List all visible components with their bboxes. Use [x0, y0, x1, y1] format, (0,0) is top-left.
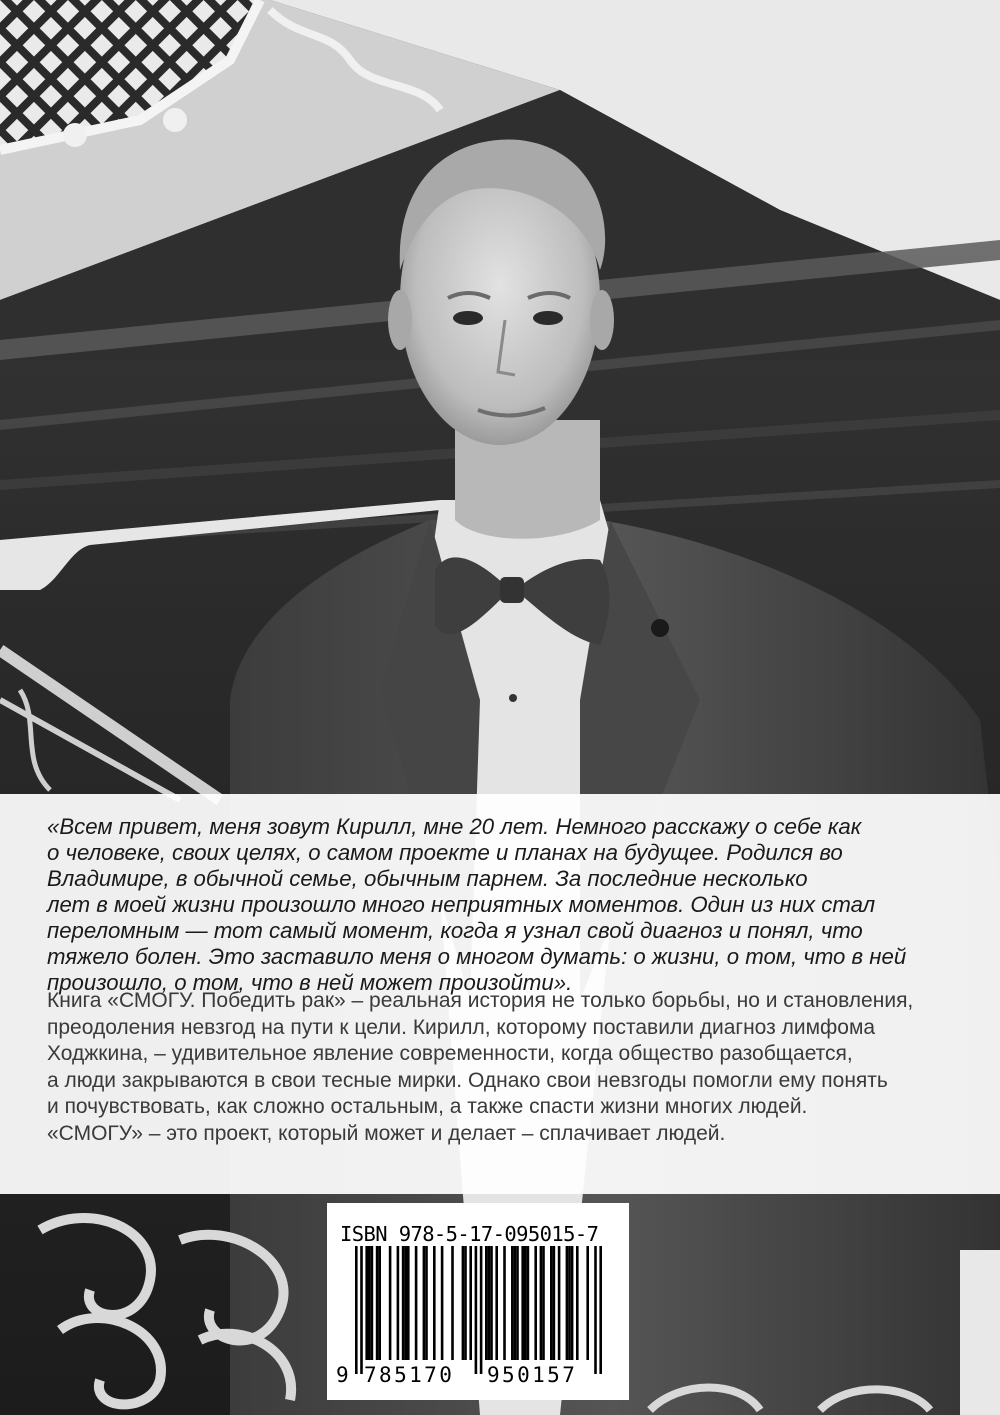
barcode-bar [540, 1246, 543, 1360]
barcode-bar [368, 1246, 371, 1360]
barcode-bar [553, 1246, 556, 1360]
barcode-bar [550, 1246, 553, 1360]
book-description: Книга «СМОГУ. Победить рак» – реальная история не только борьбы, но и становления, преодоления невзгод на пути к цели. Кирилл, которому поставили диагноз лимфома Ходжкина, – удивительное явление современности, когда общество разобщается, а люди закрываются в свои тесные мирки. Однако свои невзгоды помогли ему понять и почувствовать, как сложно остальным, а также спасти жизни многих людей. «СМОГУ» – это проект, который может и делает – сплачивает людей. [47, 989, 914, 1145]
barcode-bar [371, 1246, 374, 1360]
barcode-bar [441, 1246, 444, 1360]
barcode-bar [495, 1246, 498, 1360]
barcode-bar [469, 1246, 472, 1360]
barcode-bar [480, 1246, 483, 1374]
barcode-bar [475, 1246, 478, 1374]
quote-paragraph: «Всем привет, меня зовут Кирилл, мне 20 лет. Немного расскажу о себе как о человеке, своих целях, о самом проекте и планах на будущее. Родился во Владимире, в обычной семье, обычным парнем. За последние несколько лет в моей жизни произошло много неприятных моментов. Один из них стал переломным — тот самый момент, когда я узнал свой диагноз и понял, что тяжело болен. Это заставило меня о многом думать: о жизни, о том, что в ней произошло, о том, что в ней может произойти». [47, 814, 907, 995]
barcode-bar [586, 1246, 589, 1360]
barcode-bar [451, 1246, 454, 1360]
barcode-bar [464, 1246, 467, 1360]
barcode-bar [534, 1246, 537, 1360]
barcode-bar [389, 1246, 392, 1360]
isbn-label: ISBN 978-5-17-095015-7 [340, 1222, 599, 1246]
barcode-bar [599, 1246, 602, 1374]
barcode-bar [521, 1246, 524, 1360]
barcode-right-group: 950157 [487, 1363, 578, 1387]
barcode-bar [365, 1246, 368, 1360]
barcode-bar [360, 1246, 363, 1374]
barcode-bar [462, 1246, 465, 1360]
barcode-bar [516, 1246, 519, 1360]
barcode-bar [524, 1246, 527, 1360]
barcode-bar [404, 1246, 407, 1360]
barcode-lead-digit: 9 [336, 1363, 352, 1387]
barcode-bar [355, 1246, 358, 1374]
barcode-bar [397, 1246, 400, 1360]
barcode-bar [376, 1246, 379, 1360]
barcode-bar [490, 1246, 493, 1360]
barcode-bar [542, 1246, 545, 1360]
barcode-bar [425, 1246, 428, 1360]
barcode-bar [511, 1246, 514, 1360]
barcode-left-group: 785170 [364, 1363, 455, 1387]
barcode-bar [514, 1246, 517, 1360]
barcode-bar [378, 1246, 381, 1360]
barcode-bar [423, 1246, 426, 1360]
barcode-bar [415, 1246, 418, 1360]
barcode-bar [402, 1246, 405, 1360]
barcode-bar [566, 1246, 569, 1360]
barcode-bar [407, 1246, 410, 1360]
barcode-bar [485, 1246, 488, 1360]
barcode-bar [488, 1246, 491, 1360]
barcode-bar [503, 1246, 506, 1360]
barcode-bar [558, 1246, 561, 1360]
barcode-bar [594, 1246, 597, 1374]
barcode-bar [527, 1246, 530, 1360]
barcode-bar [568, 1246, 571, 1360]
barcode-bar [576, 1246, 579, 1360]
barcode-bar [433, 1246, 436, 1360]
ean13-barcode [337, 1246, 621, 1376]
barcode-bar [571, 1246, 574, 1360]
